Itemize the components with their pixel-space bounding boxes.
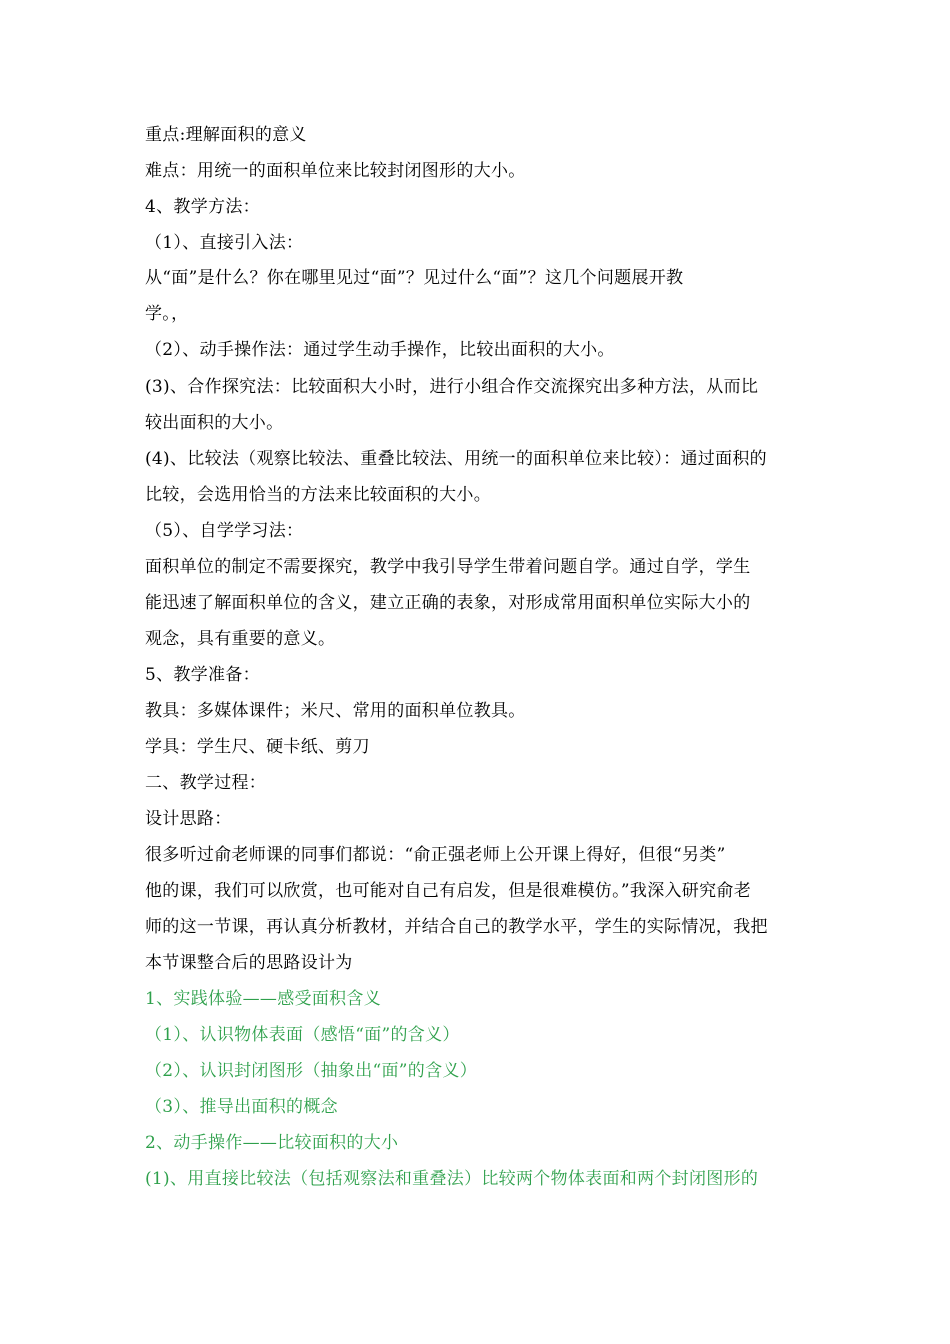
paragraph-line: 能迅速了解面积单位的含义，建立正确的表象，对形成常用面积单位实际大小的 bbox=[145, 593, 751, 613]
paragraph-line: 学具：学生尺、硬卡纸、剪刀 bbox=[145, 737, 370, 757]
paragraph-line: 1、实践体验——感受面积含义 bbox=[145, 989, 382, 1009]
paragraph-line: 很多听过俞老师课的同事们都说：“俞正强老师上公开课上得好，但很“另类” bbox=[145, 845, 726, 865]
paragraph-line: (1)、用直接比较法（包括观察法和重叠法）比较两个物体表面和两个封闭图形的 bbox=[145, 1169, 759, 1189]
paragraph-line: （5）、自学学习法： bbox=[145, 521, 304, 541]
paragraph-line: 学。， bbox=[145, 304, 189, 324]
paragraph-line: 师的这一节课，再认真分析教材，并结合自己的教学水平，学生的实际情况，我把 bbox=[145, 917, 768, 937]
paragraph-line: 本节课整合后的思路设计为 bbox=[145, 953, 353, 973]
paragraph-line: 重点:理解面积的意义 bbox=[145, 125, 307, 145]
paragraph-line: 比较，会选用恰当的方法来比较面积的大小。 bbox=[145, 485, 491, 505]
paragraph-line: （3）、推导出面积的概念 bbox=[145, 1097, 338, 1117]
paragraph-line: (4)、比较法（观察比较法、重叠比较法、用统一的面积单位来比较）：通过面积的 bbox=[145, 449, 767, 469]
paragraph-line: 从“面”是什么？你在哪里见过“面”？见过什么“面”？这几个问题展开教 bbox=[145, 268, 684, 288]
paragraph-line: （2）、动手操作法：通过学生动手操作，比较出面积的大小。 bbox=[145, 340, 615, 360]
paragraph-line: 教具：多媒体课件；米尺、常用的面积单位教具。 bbox=[145, 701, 526, 721]
paragraph-line: 4、教学方法： bbox=[145, 197, 260, 217]
paragraph-line: 二、教学过程： bbox=[145, 773, 267, 793]
paragraph-line: 他的课，我们可以欣赏，也可能对自己有启发，但是很难模仿。”我深入研究俞老 bbox=[145, 881, 751, 901]
paragraph-line: 难点：用统一的面积单位来比较封闭图形的大小。 bbox=[145, 161, 526, 181]
paragraph-line: 面积单位的制定不需要探究，教学中我引导学生带着问题自学。通过自学，学生 bbox=[145, 557, 751, 577]
paragraph-line: 设计思路： bbox=[145, 809, 232, 829]
paragraph-line: 2、动手操作——比较面积的大小 bbox=[145, 1133, 399, 1153]
paragraph-line: 5、教学准备： bbox=[145, 665, 260, 685]
paragraph-line: 较出面积的大小。 bbox=[145, 413, 284, 433]
paragraph-line: (3)、合作探究法：比较面积大小时，进行小组合作交流探究出多种方法，从而比 bbox=[145, 377, 759, 397]
paragraph-line: （1）、直接引入法： bbox=[145, 233, 304, 253]
paragraph-line: 观念，具有重要的意义。 bbox=[145, 629, 336, 649]
paragraph-line: （2）、认识封闭图形（抽象出“面”的含义） bbox=[145, 1061, 477, 1081]
paragraph-line: （1）、认识物体表面（感悟“面”的含义） bbox=[145, 1025, 460, 1045]
